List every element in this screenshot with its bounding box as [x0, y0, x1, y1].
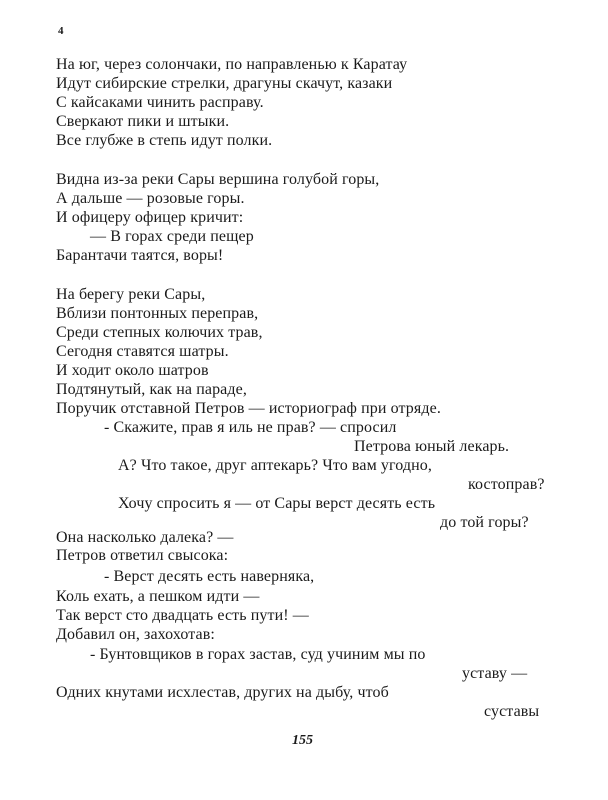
poem-line: Барантачи таятся, воры!: [56, 247, 224, 264]
poem-line: И ходит около шатров: [56, 362, 209, 379]
poem-line: Видна из-за реки Сары вершина голубой горы,: [56, 171, 380, 188]
poem-line: - Бунтовщиков в горах застав, суд учиним мы по: [90, 646, 426, 663]
poem-line: Идут сибирские стрелки, драгуны скачут, казаки: [56, 75, 393, 92]
poem-line: А дальше — розовые горы.: [56, 190, 245, 207]
poem-line: суставы: [484, 703, 540, 720]
poem-line: Сегодня ставятся шатры.: [56, 343, 229, 360]
poem-line: И офицеру офицер кричит:: [56, 209, 244, 226]
poem-line: Подтянутый, как на параде,: [56, 381, 247, 398]
poem-line: до той горы?: [440, 514, 529, 531]
poem-line: — В горах среди пещер: [90, 228, 254, 245]
corner-mark: 4: [58, 25, 64, 37]
poem-line: А? Что такое, друг аптекарь? Что вам угодно,: [118, 457, 433, 474]
poem-line: Все глубже в степь идут полки.: [56, 132, 273, 149]
poem-line: Она насколько далека? —: [56, 529, 234, 546]
poem-line: Одних кнутами исхлестав, других на дыбу, чтоб: [56, 684, 389, 701]
poem-line: - Скажите, прав я иль не прав? — спросил: [104, 419, 397, 436]
poem-line: Петрова юный лекарь.: [354, 438, 510, 455]
poem-line: На юг, через солончаки, по направленью к Каратау: [56, 56, 408, 73]
poem-line: Коль ехать, а пешком идти —: [56, 588, 260, 605]
poem-line: С кайсаками чинить расправу.: [56, 94, 264, 111]
page-number: 155: [292, 733, 313, 748]
poem-line: костоправ?: [468, 476, 545, 493]
poem-line: Петров ответил свысока:: [56, 547, 229, 564]
poem-line: Среди степных колючих трав,: [56, 324, 263, 341]
poem-line: Хочу спросить я — от Сары верст десять есть: [118, 495, 436, 512]
poem-line: Так верст сто двадцать есть пути! —: [56, 607, 309, 624]
poem-line: Вблизи понтонных переправ,: [56, 305, 259, 322]
poem-line: На берегу реки Сары,: [56, 286, 206, 303]
poem-line: - Верст десять есть наверняка,: [104, 568, 315, 585]
poem-line: Добавил он, захохотав:: [56, 626, 215, 643]
poem-line: Поручик отставной Петров — историограф при отряде.: [56, 400, 441, 417]
poem-line: Сверкают пики и штыки.: [56, 113, 230, 130]
poem-line: уставу —: [462, 665, 528, 682]
